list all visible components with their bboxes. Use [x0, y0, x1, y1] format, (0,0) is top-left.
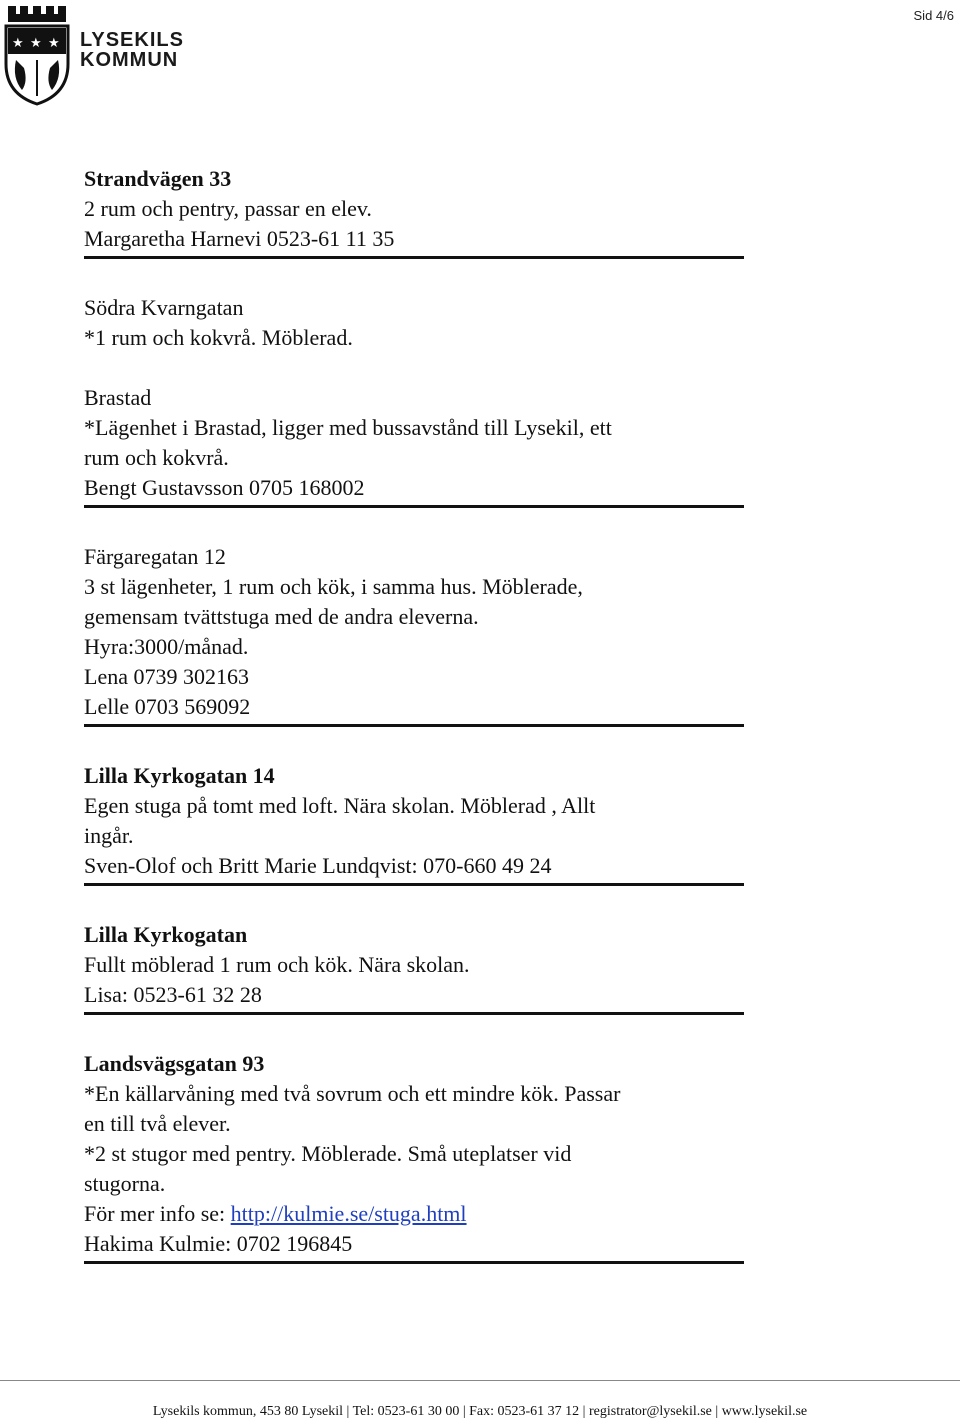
listing-lilla-kyrkogatan: [84, 920, 744, 1015]
page-footer: Lysekils kommun, 453 80 Lysekil | Tel: 0523-61 30 00 | Fax: 0523-61 37 12 | registrator@lysekil.se | www.lysekil.se: [152, 1404, 808, 1419]
listing-description: rum och kokvrå.: [84, 445, 229, 470]
listing-title: Södra Kvarngatan: [84, 295, 244, 320]
listing-description: Fullt möblerad 1 rum och kök. Nära skolan.: [84, 952, 470, 977]
info-label: För mer info se:: [84, 1201, 231, 1226]
listing-description: stugorna.: [84, 1171, 166, 1196]
page-header: [0, 0, 960, 110]
listing-contact: [84, 692, 744, 722]
listing-title: Lilla Kyrkogatan 14: [84, 763, 275, 788]
contact-phone: 0739 302163: [133, 664, 249, 689]
listing-contact: [84, 851, 744, 881]
svg-text:★: ★: [12, 36, 24, 51]
contact-phone: 0703 569092: [134, 694, 251, 719]
listing-description: *2 st stugor med pentry. Möblerade. Små uteplatser vid: [84, 1141, 572, 1166]
contact-name: Hakima Kulmie:: [84, 1231, 237, 1256]
info-link[interactable]: http://kulmie.se/stuga.html: [230, 1201, 467, 1226]
contact-phone: 0523-61 11 35: [266, 226, 395, 251]
listing-title: Strandvägen 33: [84, 166, 232, 191]
listing-title: Lilla Kyrkogatan: [84, 922, 248, 947]
logo-line-2: KOMMUN: [80, 49, 179, 71]
contact-phone: 0523-61 32 28: [133, 982, 262, 1007]
listing-contact: [84, 1229, 744, 1259]
listing-fargaregatan: [84, 542, 744, 727]
listing-description: *Lägenhet i Brastad, ligger med bussavstånd till Lysekil, ett: [84, 415, 612, 440]
listing-description: en till två elever.: [84, 1111, 231, 1136]
listing-description: 3 st lägenheter, 1 rum och kök, i samma hus. Möblerade,: [84, 574, 583, 599]
contact-phone: 070-660 49 24: [423, 853, 552, 878]
svg-text:★: ★: [30, 36, 42, 51]
listing-description: *En källarvåning med två sovrum och ett mindre kök. Passar: [84, 1081, 621, 1106]
listing-contact: [84, 980, 744, 1010]
listings-content: [84, 164, 744, 1298]
listing-contact: [84, 662, 744, 692]
listing-title: Landsvägsgatan 93: [84, 1051, 265, 1076]
contact-name: Bengt Gustavsson: [84, 475, 249, 500]
listing-title: Färgaregatan 12: [84, 544, 226, 569]
contact-phone: 0705 168002: [249, 475, 365, 500]
contact-name: Margaretha Harnevi: [84, 226, 267, 251]
contact-name: Lena: [84, 664, 134, 689]
listing-subtitle: Brastad: [84, 385, 152, 410]
listing-description: 2 rum och pentry, passar en elev.: [84, 196, 372, 221]
listing-strandvagen: [84, 164, 744, 259]
contact-phone: 0702 196845: [236, 1231, 353, 1256]
footer-divider: [0, 1380, 960, 1381]
listing-description: Egen stuga på tomt med loft. Nära skolan. Möblerad , Allt: [84, 793, 596, 818]
logo-wordmark: [80, 30, 184, 70]
listing-info: [84, 1199, 744, 1229]
logo-line-1: LYSEKILS: [80, 29, 184, 51]
listing-description: gemensam tvättstuga med de andra eleverna.: [84, 604, 479, 629]
svg-text:★: ★: [48, 36, 60, 51]
listing-description: ingår.: [84, 823, 134, 848]
listing-landsvagsgatan: [84, 1049, 744, 1264]
page-number: Sid 4/6: [913, 8, 954, 23]
listing-contact: [84, 224, 744, 254]
listing-sodra-kvarngatan: [84, 293, 744, 508]
contact-name: Lelle: [84, 694, 135, 719]
listing-contact: [84, 473, 744, 503]
contact-name: Sven-Olof och Britt Marie Lundqvist:: [84, 853, 424, 878]
listing-lilla-kyrkogatan-14: [84, 761, 744, 886]
contact-name: Lisa:: [84, 982, 134, 1007]
listing-description: Hyra:3000/månad.: [84, 634, 249, 659]
listing-description: *1 rum och kokvrå. Möblerad.: [84, 325, 353, 350]
